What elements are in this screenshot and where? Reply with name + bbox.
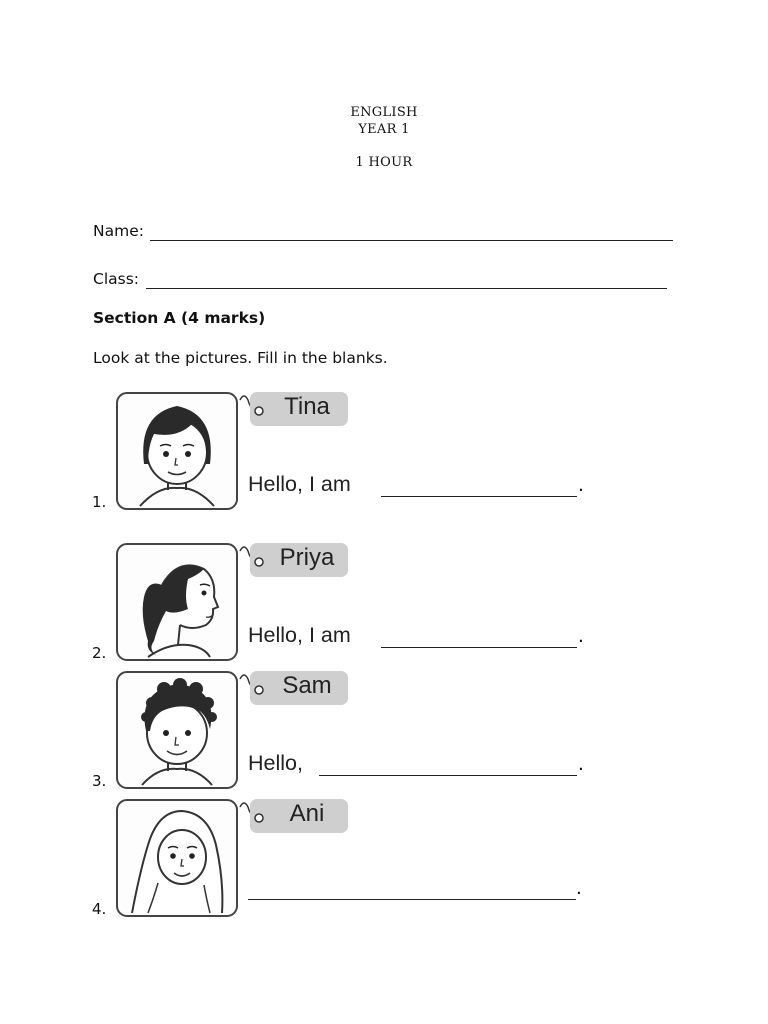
tag-name: Tina (284, 393, 330, 420)
section-title: Section A (4 marks) (93, 309, 266, 327)
instruction-text: Look at the pictures. Fill in the blanks. (93, 349, 388, 367)
sentence-period: . (578, 624, 584, 647)
sentence-prompt: Hello, I am (248, 623, 351, 647)
question-1 (0, 392, 768, 517)
sentence-period: . (578, 752, 584, 775)
name-label: Name: (93, 222, 144, 240)
sentence-period: . (576, 876, 582, 899)
name-blank-line[interactable] (150, 240, 673, 241)
sentence-period: . (578, 473, 584, 496)
tag-name: Priya (279, 544, 335, 571)
question-number: 3. (92, 772, 107, 790)
name-tag (238, 390, 350, 428)
class-blank-line[interactable] (146, 288, 667, 289)
question-number: 4. (92, 900, 107, 918)
tag-name: Ani (289, 800, 325, 827)
sentence-prompt: Hello, (248, 751, 303, 775)
sentence-prompt: Hello, I am (248, 472, 351, 496)
answer-blank[interactable] (381, 496, 577, 497)
tag-name: Sam (282, 672, 332, 699)
name-tag (238, 797, 350, 835)
question-4 (0, 799, 768, 924)
duration-label: 1 HOUR (355, 155, 413, 170)
name-tag (238, 669, 350, 707)
girl-profile-illustration (116, 543, 238, 661)
answer-blank[interactable] (319, 775, 577, 776)
year-label: YEAR 1 (358, 122, 410, 137)
question-2 (0, 543, 768, 668)
name-tag (238, 541, 350, 579)
answer-blank[interactable] (381, 647, 577, 648)
question-number: 1. (92, 493, 107, 511)
class-field[interactable] (93, 270, 139, 288)
question-number: 2. (92, 644, 107, 662)
girl-portrait-illustration (116, 392, 238, 510)
answer-blank[interactable] (248, 899, 576, 900)
boy-portrait-illustration (116, 671, 238, 789)
name-field[interactable] (93, 222, 144, 240)
subject-title: ENGLISH (350, 105, 418, 120)
question-3 (0, 671, 768, 796)
girl-hijab-illustration (116, 799, 238, 917)
class-label: Class: (93, 270, 140, 288)
